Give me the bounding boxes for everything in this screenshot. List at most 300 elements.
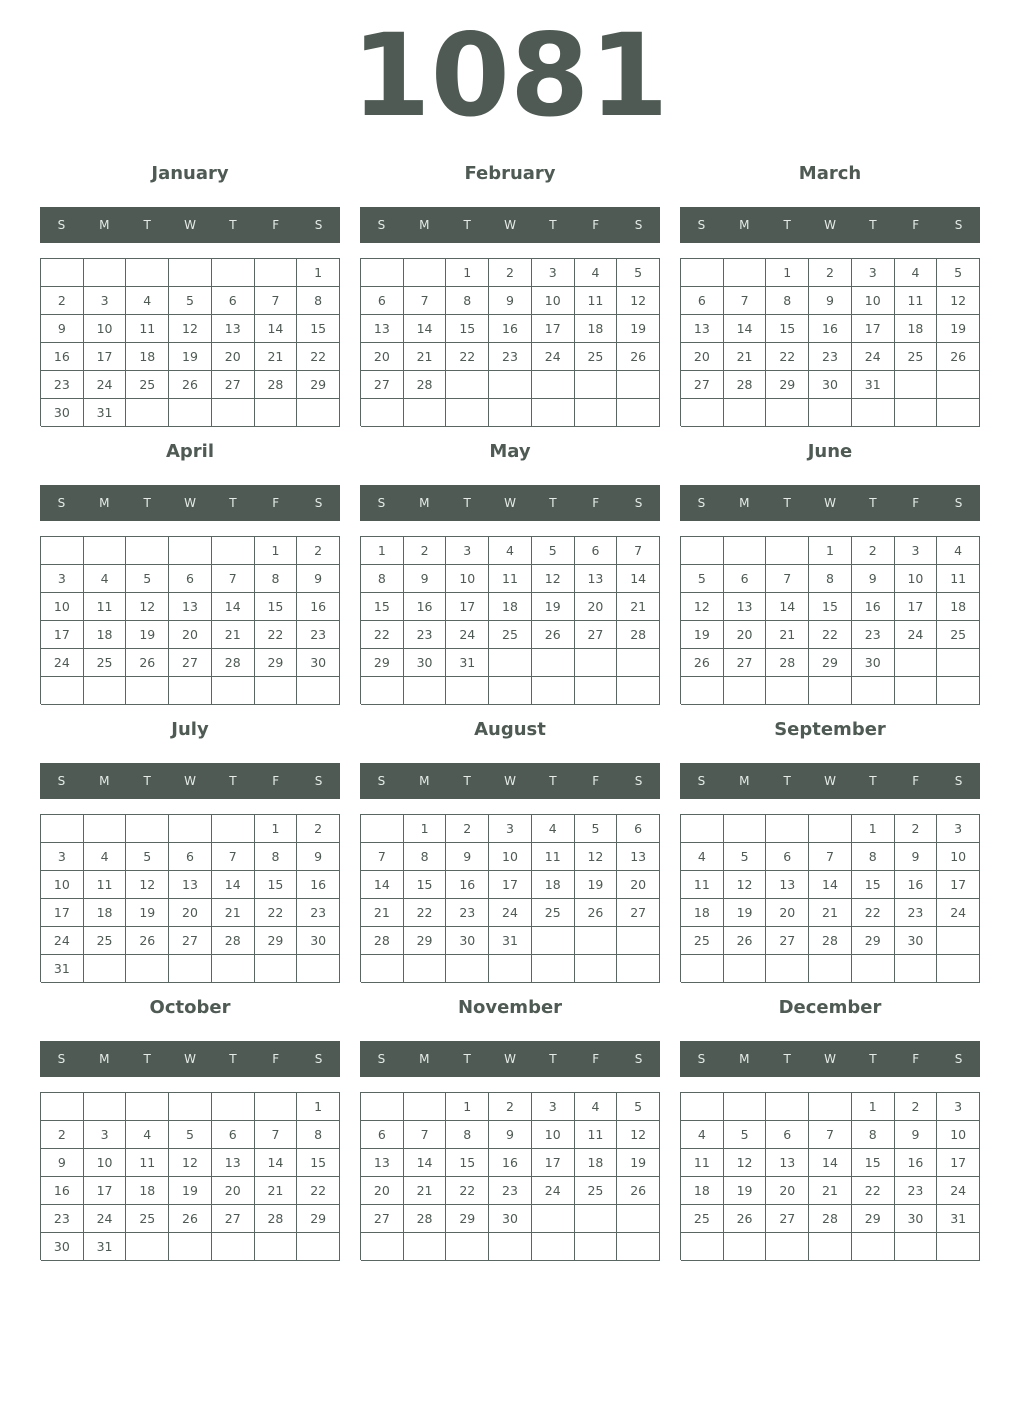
day-cell [575, 649, 618, 677]
day-cell: 17 [41, 899, 84, 927]
month-january [40, 155, 340, 433]
day-cell: 11 [489, 565, 532, 593]
day-cell [255, 1233, 298, 1261]
day-cell: 2 [809, 259, 852, 287]
day-cell: 18 [489, 593, 532, 621]
day-cell: 18 [681, 899, 724, 927]
weekday-label: M [99, 218, 110, 232]
day-cell: 2 [297, 537, 340, 565]
day-cell: 25 [681, 1205, 724, 1233]
day-cell: 9 [41, 1149, 84, 1177]
day-cell: 13 [361, 315, 404, 343]
day-cell [404, 259, 447, 287]
day-cell: 17 [84, 343, 127, 371]
day-cell: 19 [617, 315, 660, 343]
weekday-label: T [463, 218, 471, 232]
day-cell: 20 [724, 621, 767, 649]
day-cell: 14 [212, 593, 255, 621]
day-cell [169, 815, 212, 843]
day-cell: 8 [852, 843, 895, 871]
day-cell [297, 955, 340, 983]
day-cell: 19 [617, 1149, 660, 1177]
day-cell [255, 259, 298, 287]
weekday-label: S [377, 774, 386, 788]
weekday-label: S [314, 218, 323, 232]
day-cell: 22 [361, 621, 404, 649]
day-cell: 11 [126, 1149, 169, 1177]
weekday-label: F [272, 496, 280, 510]
day-cell: 10 [895, 565, 938, 593]
day-cell [575, 677, 618, 705]
day-cell: 24 [84, 1205, 127, 1233]
day-cell: 21 [766, 621, 809, 649]
day-cell: 30 [809, 371, 852, 399]
day-cell: 18 [681, 1177, 724, 1205]
weekday-label: M [739, 496, 750, 510]
day-cell: 25 [126, 371, 169, 399]
day-cell: 23 [895, 1177, 938, 1205]
day-cell [297, 1233, 340, 1261]
day-cell: 10 [41, 871, 84, 899]
day-cell: 2 [895, 815, 938, 843]
day-cell: 20 [681, 343, 724, 371]
day-cell: 30 [895, 1205, 938, 1233]
day-cell [41, 815, 84, 843]
month-april [40, 433, 340, 711]
day-cell [617, 677, 660, 705]
weekday-label: T [229, 218, 237, 232]
day-cell: 23 [41, 371, 84, 399]
day-cell [895, 371, 938, 399]
day-cell [575, 1205, 618, 1233]
day-cell [724, 537, 767, 565]
day-cell [681, 259, 724, 287]
day-cell: 11 [895, 287, 938, 315]
weekday-header [680, 1041, 980, 1077]
weekday-label: S [634, 496, 643, 510]
day-cell [766, 677, 809, 705]
day-cell: 23 [297, 899, 340, 927]
weekday-label: S [377, 496, 386, 510]
day-cell: 27 [212, 371, 255, 399]
day-cell: 16 [446, 871, 489, 899]
day-cell: 14 [255, 315, 298, 343]
weekday-label: M [419, 1052, 430, 1066]
weekday-header [680, 485, 980, 521]
day-cell: 13 [169, 871, 212, 899]
day-cell: 31 [84, 1233, 127, 1261]
day-cell: 25 [937, 621, 980, 649]
weekday-header [360, 485, 660, 521]
month-name: November [457, 997, 563, 1018]
day-cell: 22 [446, 343, 489, 371]
day-cell [489, 1233, 532, 1261]
day-cell [84, 1093, 127, 1121]
day-cell: 14 [617, 565, 660, 593]
day-cell [255, 1093, 298, 1121]
day-cell [446, 1233, 489, 1261]
day-cell: 27 [766, 927, 809, 955]
day-cell [361, 399, 404, 427]
day-grid [40, 1092, 340, 1260]
day-cell [41, 537, 84, 565]
weekday-header [40, 763, 340, 799]
day-cell: 26 [724, 927, 767, 955]
weekday-label: F [912, 1052, 920, 1066]
day-cell [84, 955, 127, 983]
day-cell: 28 [724, 371, 767, 399]
day-grid [360, 258, 660, 426]
day-cell [41, 259, 84, 287]
day-cell: 26 [126, 927, 169, 955]
day-cell: 25 [575, 343, 618, 371]
day-cell: 20 [766, 1177, 809, 1205]
day-grid [680, 814, 980, 982]
day-cell: 24 [852, 343, 895, 371]
day-cell: 20 [212, 1177, 255, 1205]
day-cell: 3 [532, 259, 575, 287]
day-cell [617, 927, 660, 955]
day-cell: 7 [255, 287, 298, 315]
weekday-label: T [463, 774, 471, 788]
weekday-label: T [783, 218, 791, 232]
weekday-label: S [954, 774, 963, 788]
day-cell: 16 [809, 315, 852, 343]
day-cell: 18 [575, 1149, 618, 1177]
day-cell [532, 955, 575, 983]
day-cell: 19 [126, 899, 169, 927]
day-cell: 25 [126, 1205, 169, 1233]
day-cell [41, 1093, 84, 1121]
day-cell: 24 [41, 649, 84, 677]
day-cell [255, 399, 298, 427]
day-cell: 3 [937, 815, 980, 843]
weekday-label: S [57, 1052, 66, 1066]
day-cell [212, 1093, 255, 1121]
day-cell [84, 815, 127, 843]
day-cell: 4 [532, 815, 575, 843]
day-cell [809, 399, 852, 427]
weekday-label: M [419, 218, 430, 232]
day-cell: 25 [84, 649, 127, 677]
day-cell: 14 [361, 871, 404, 899]
day-cell: 12 [126, 593, 169, 621]
day-cell: 6 [361, 287, 404, 315]
day-cell [41, 677, 84, 705]
day-cell: 11 [575, 287, 618, 315]
day-cell: 10 [41, 593, 84, 621]
day-cell: 5 [126, 565, 169, 593]
day-cell: 27 [681, 371, 724, 399]
weekday-label: T [549, 496, 557, 510]
day-cell: 25 [681, 927, 724, 955]
weekday-label: F [592, 1052, 600, 1066]
day-cell: 11 [575, 1121, 618, 1149]
weekday-label: T [143, 218, 151, 232]
day-cell: 17 [852, 315, 895, 343]
day-cell: 17 [532, 1149, 575, 1177]
day-cell [617, 649, 660, 677]
day-cell: 21 [361, 899, 404, 927]
day-cell: 18 [575, 315, 618, 343]
weekday-label: W [184, 774, 196, 788]
weekday-label: M [419, 496, 430, 510]
month-name: September [774, 719, 886, 740]
month-name: May [489, 441, 531, 462]
day-cell: 5 [681, 565, 724, 593]
day-cell: 23 [446, 899, 489, 927]
day-cell [84, 677, 127, 705]
day-cell [361, 1093, 404, 1121]
day-cell: 5 [532, 537, 575, 565]
day-cell [126, 815, 169, 843]
day-cell: 21 [724, 343, 767, 371]
day-cell [169, 1233, 212, 1261]
day-cell: 10 [446, 565, 489, 593]
day-cell: 24 [41, 927, 84, 955]
day-cell [809, 677, 852, 705]
day-cell: 3 [41, 565, 84, 593]
weekday-label: T [783, 774, 791, 788]
weekday-label: S [954, 496, 963, 510]
day-cell [532, 399, 575, 427]
month-july [40, 711, 340, 989]
day-cell: 13 [681, 315, 724, 343]
day-cell [169, 537, 212, 565]
weekday-label: S [314, 496, 323, 510]
day-cell [532, 1205, 575, 1233]
month-name: December [778, 997, 882, 1018]
day-cell: 14 [404, 1149, 447, 1177]
day-cell: 26 [724, 1205, 767, 1233]
day-cell [489, 677, 532, 705]
weekday-header [40, 1041, 340, 1077]
day-cell: 10 [84, 1149, 127, 1177]
weekday-label: S [377, 218, 386, 232]
weekday-label: F [912, 496, 920, 510]
month-december [680, 989, 980, 1267]
month-march [680, 155, 980, 433]
day-cell: 15 [852, 1149, 895, 1177]
day-cell: 7 [404, 1121, 447, 1149]
weekday-label: F [272, 774, 280, 788]
day-grid [40, 814, 340, 982]
day-cell [617, 1233, 660, 1261]
weekday-label: F [592, 774, 600, 788]
day-cell [681, 1233, 724, 1261]
day-cell: 22 [852, 1177, 895, 1205]
day-cell [212, 955, 255, 983]
day-cell: 11 [84, 871, 127, 899]
day-cell: 9 [809, 287, 852, 315]
day-cell: 30 [895, 927, 938, 955]
day-cell: 3 [84, 287, 127, 315]
day-cell: 7 [724, 287, 767, 315]
day-cell [575, 371, 618, 399]
day-cell: 8 [852, 1121, 895, 1149]
day-cell: 31 [41, 955, 84, 983]
day-cell: 16 [41, 343, 84, 371]
day-cell: 28 [255, 1205, 298, 1233]
day-cell: 20 [169, 899, 212, 927]
day-cell: 15 [446, 315, 489, 343]
day-cell: 20 [575, 593, 618, 621]
day-cell [297, 677, 340, 705]
day-cell [852, 955, 895, 983]
day-cell: 7 [255, 1121, 298, 1149]
month-name: August [474, 719, 546, 740]
weekday-label: S [697, 774, 706, 788]
day-cell: 30 [852, 649, 895, 677]
day-cell: 24 [937, 1177, 980, 1205]
weekday-label: S [314, 774, 323, 788]
weekday-label: S [954, 218, 963, 232]
day-cell: 26 [169, 1205, 212, 1233]
day-cell: 26 [617, 1177, 660, 1205]
day-cell: 27 [361, 371, 404, 399]
day-cell: 23 [404, 621, 447, 649]
day-cell: 21 [404, 1177, 447, 1205]
day-cell: 16 [489, 1149, 532, 1177]
day-cell: 2 [852, 537, 895, 565]
day-cell [404, 1233, 447, 1261]
day-cell: 16 [41, 1177, 84, 1205]
year-title: 1081 [351, 9, 669, 142]
day-cell [681, 815, 724, 843]
day-cell [84, 259, 127, 287]
day-cell: 29 [297, 371, 340, 399]
day-cell: 4 [937, 537, 980, 565]
weekday-header [680, 207, 980, 243]
day-cell: 5 [617, 1093, 660, 1121]
day-cell: 10 [937, 843, 980, 871]
day-cell [617, 1205, 660, 1233]
day-cell [766, 955, 809, 983]
weekday-label: W [824, 218, 836, 232]
day-cell [126, 259, 169, 287]
day-cell [681, 399, 724, 427]
weekday-label: W [184, 1052, 196, 1066]
weekday-label: T [229, 1052, 237, 1066]
weekday-label: W [824, 774, 836, 788]
day-cell: 17 [84, 1177, 127, 1205]
day-cell: 15 [446, 1149, 489, 1177]
day-cell: 1 [852, 815, 895, 843]
day-cell: 24 [532, 343, 575, 371]
month-february [360, 155, 660, 433]
day-cell: 25 [84, 927, 127, 955]
month-name: October [149, 997, 231, 1018]
weekday-label: S [57, 218, 66, 232]
day-cell [575, 1233, 618, 1261]
day-cell: 8 [446, 1121, 489, 1149]
day-cell: 22 [446, 1177, 489, 1205]
day-cell [212, 399, 255, 427]
weekday-label: T [783, 1052, 791, 1066]
day-cell: 13 [766, 871, 809, 899]
month-name: June [807, 441, 853, 462]
day-cell: 2 [404, 537, 447, 565]
day-cell: 16 [297, 871, 340, 899]
weekday-header [40, 207, 340, 243]
day-cell: 30 [446, 927, 489, 955]
day-cell: 21 [212, 621, 255, 649]
day-cell: 30 [489, 1205, 532, 1233]
day-cell: 24 [446, 621, 489, 649]
weekday-label: T [463, 496, 471, 510]
day-cell [212, 677, 255, 705]
weekday-label: F [592, 218, 600, 232]
day-cell: 17 [446, 593, 489, 621]
day-cell: 12 [724, 871, 767, 899]
day-cell: 22 [404, 899, 447, 927]
weekday-label: T [463, 1052, 471, 1066]
day-cell [489, 399, 532, 427]
day-cell [361, 677, 404, 705]
day-cell: 28 [361, 927, 404, 955]
day-cell [724, 1093, 767, 1121]
day-cell: 29 [255, 927, 298, 955]
day-cell: 15 [255, 593, 298, 621]
day-cell: 30 [297, 649, 340, 677]
day-cell [532, 371, 575, 399]
weekday-label: W [184, 218, 196, 232]
day-cell: 19 [724, 1177, 767, 1205]
day-cell: 11 [126, 315, 169, 343]
day-cell: 24 [895, 621, 938, 649]
weekday-label: M [739, 218, 750, 232]
day-cell: 16 [852, 593, 895, 621]
day-cell: 19 [724, 899, 767, 927]
day-cell: 9 [297, 565, 340, 593]
day-cell: 16 [895, 1149, 938, 1177]
day-cell: 25 [532, 899, 575, 927]
day-cell: 1 [404, 815, 447, 843]
day-cell: 10 [532, 287, 575, 315]
day-cell: 4 [126, 287, 169, 315]
day-cell: 22 [809, 621, 852, 649]
weekday-label: S [954, 1052, 963, 1066]
day-cell: 29 [852, 927, 895, 955]
day-cell: 15 [297, 1149, 340, 1177]
day-cell: 8 [446, 287, 489, 315]
day-cell: 7 [212, 565, 255, 593]
day-cell: 6 [212, 1121, 255, 1149]
day-cell: 18 [532, 871, 575, 899]
day-cell: 24 [937, 899, 980, 927]
day-cell: 30 [41, 1233, 84, 1261]
day-cell [489, 955, 532, 983]
weekday-label: T [229, 774, 237, 788]
weekday-label: T [143, 774, 151, 788]
weekday-label: S [57, 774, 66, 788]
day-cell: 12 [617, 1121, 660, 1149]
day-cell: 18 [126, 1177, 169, 1205]
weekday-label: T [869, 774, 877, 788]
day-cell: 14 [809, 1149, 852, 1177]
day-cell: 24 [489, 899, 532, 927]
day-cell: 26 [617, 343, 660, 371]
day-cell: 27 [212, 1205, 255, 1233]
day-cell: 12 [169, 1149, 212, 1177]
day-grid [360, 1092, 660, 1260]
day-cell: 27 [575, 621, 618, 649]
weekday-label: S [697, 218, 706, 232]
day-cell: 6 [575, 537, 618, 565]
weekday-label: S [634, 1052, 643, 1066]
weekday-label: S [697, 496, 706, 510]
day-cell [532, 649, 575, 677]
